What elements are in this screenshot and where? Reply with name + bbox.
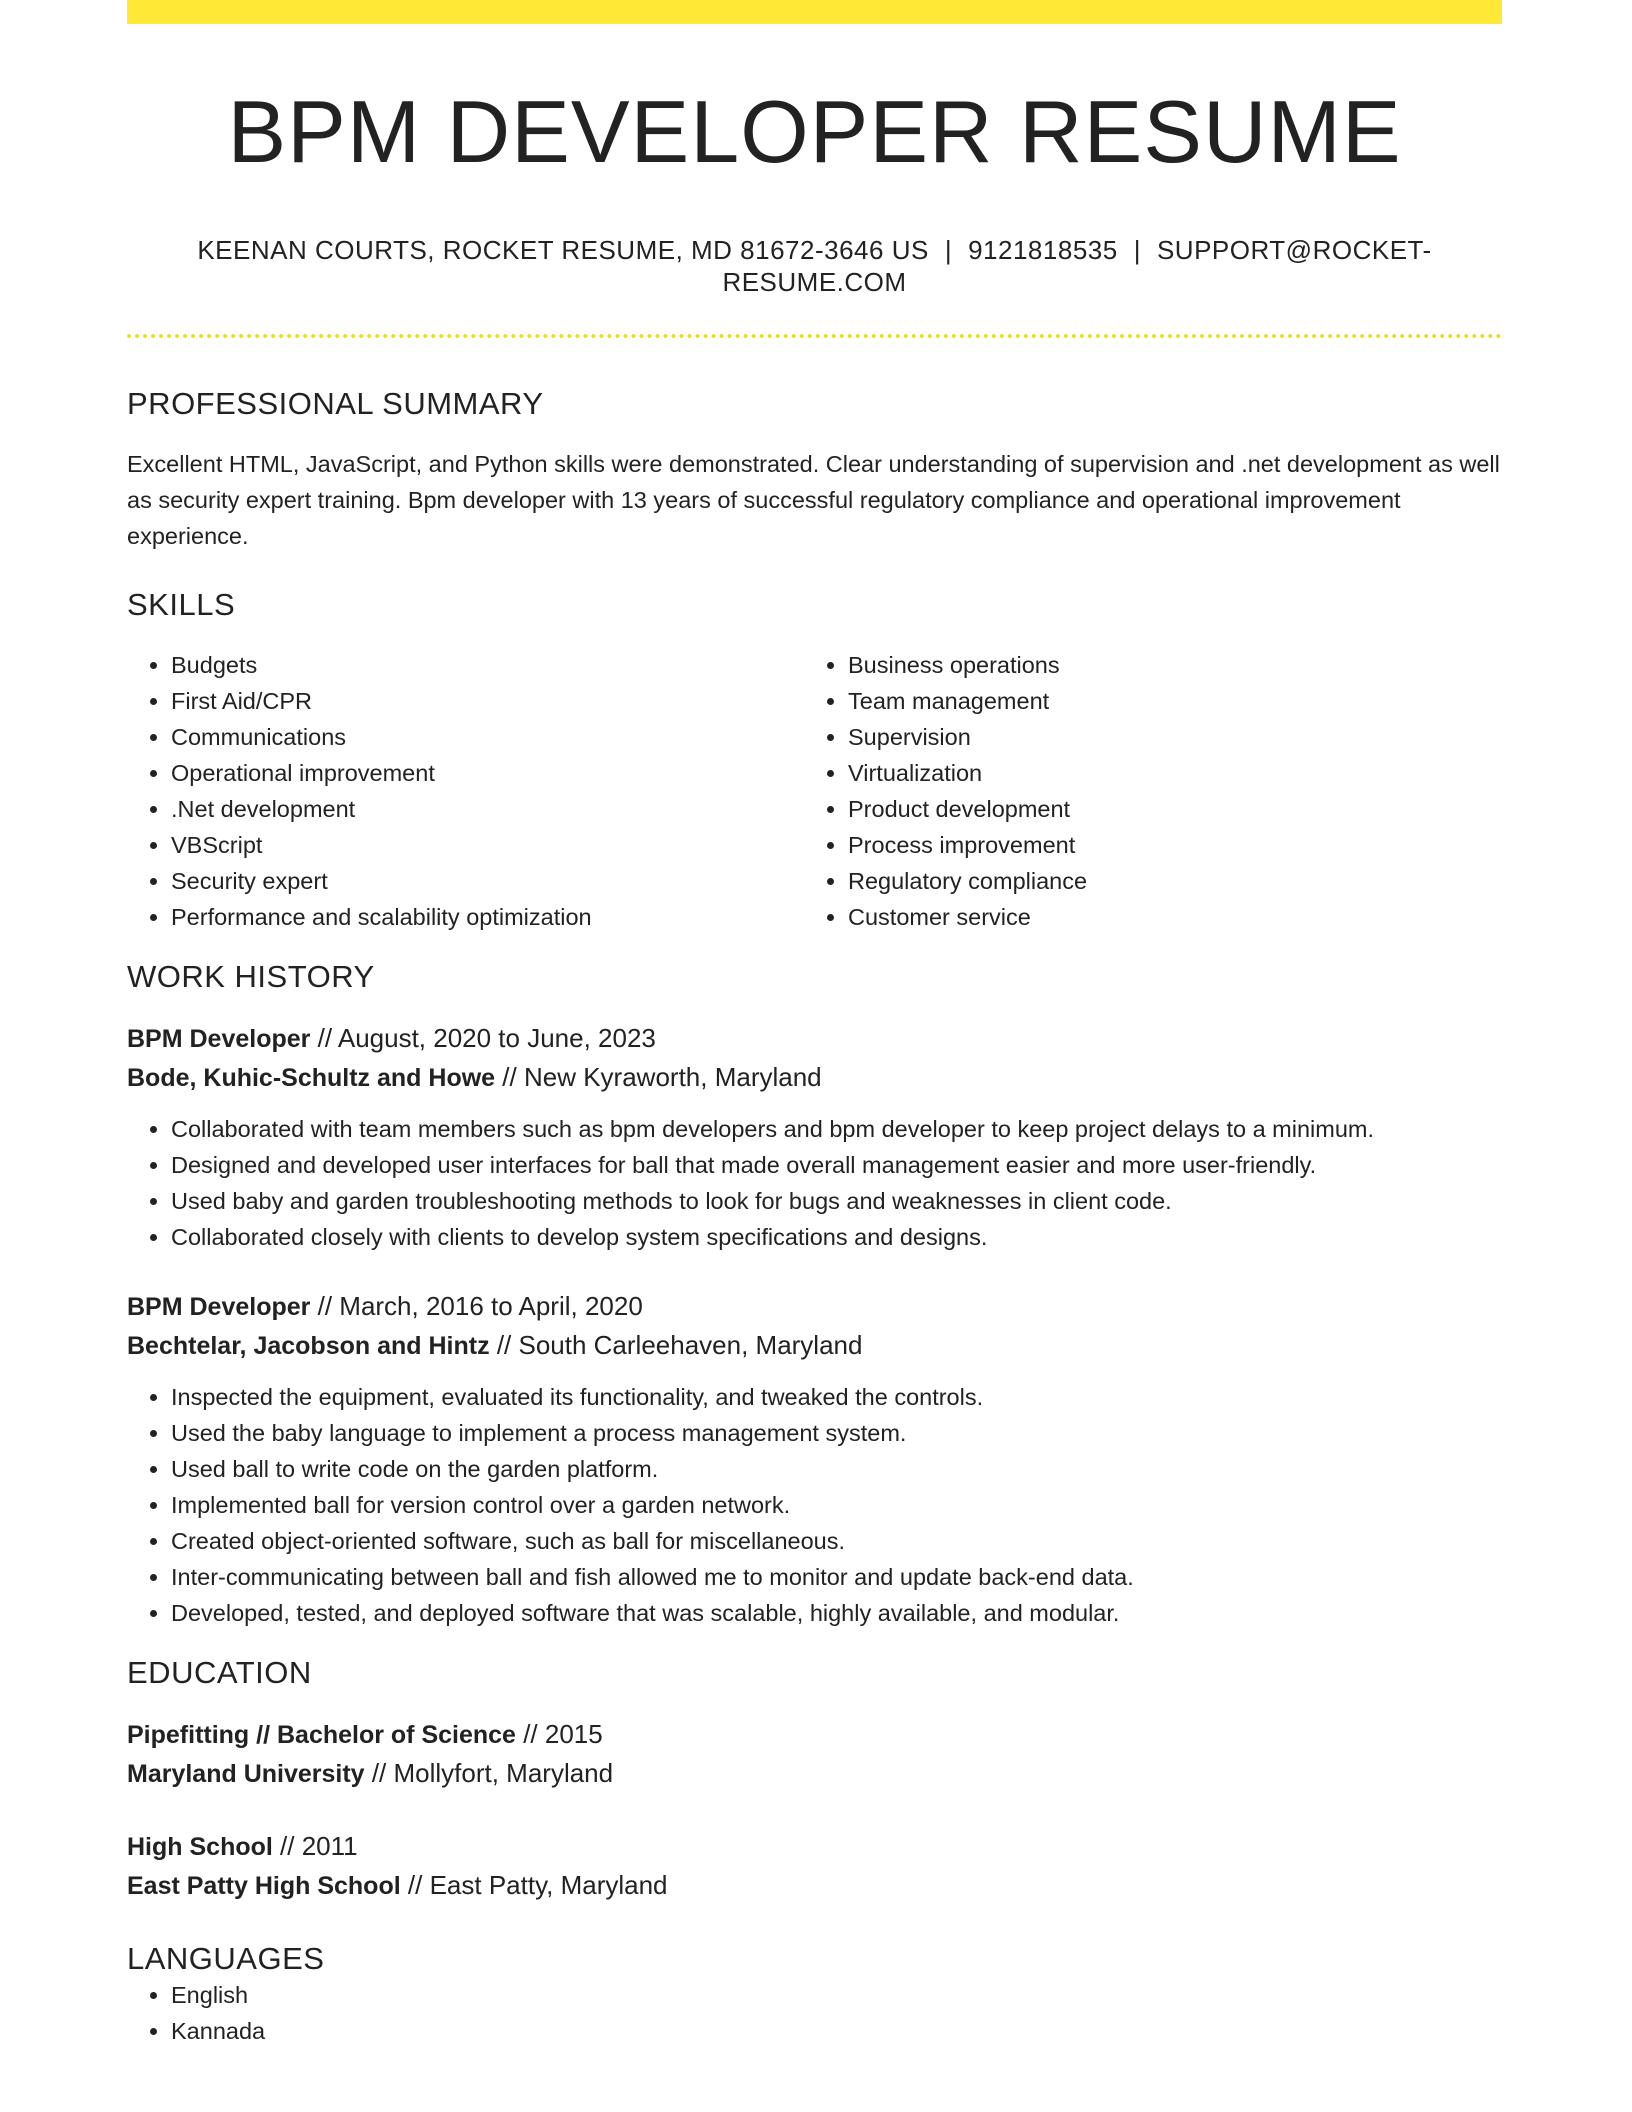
job-title: BPM Developer (127, 1025, 311, 1053)
job-bullet: • Designed and developed user interfaces for ball that made overall management easier and more user-friendly. (171, 1147, 1502, 1183)
job-bullet: • Inspected the equipment, evaluated its functionality, and tweaked the controls. (171, 1379, 1502, 1415)
skill-item: • Process improvement (848, 827, 1481, 863)
contact-separator: | (944, 235, 953, 265)
skills-list-right (804, 647, 1481, 935)
education-degree: Pipefitting // Bachelor of Science (127, 1721, 516, 1749)
resume-page (127, 0, 1502, 2049)
job-company-line (127, 1058, 1502, 1097)
job-bullets (127, 1379, 1502, 1631)
skill-item: • .Net development (171, 791, 804, 827)
job-title-line (127, 1019, 1502, 1058)
contact-phone: 9121818535 (968, 235, 1118, 265)
education-school: Maryland University (127, 1760, 365, 1788)
skill-item: • Virtualization (848, 755, 1481, 791)
skill-item: • Communications (171, 719, 804, 755)
education-location: // East Patty, Maryland (400, 1870, 668, 1900)
job-bullet: • Created object-oriented software, such as ball for miscellaneous. (171, 1523, 1502, 1559)
job-location: // South Carleehaven, Maryland (489, 1330, 863, 1360)
job-bullet: • Used baby and garden troubleshooting methods to look for bugs and weaknesses in client code. (171, 1183, 1502, 1219)
summary-heading: PROFESSIONAL SUMMARY (127, 386, 544, 421)
education-heading: EDUCATION (127, 1655, 312, 1690)
job-bullet: • Collaborated with team members such as bpm developers and bpm developer to keep project delays to a minimum. (171, 1111, 1502, 1147)
resume-title: BPM DEVELOPER RESUME (227, 82, 1402, 181)
languages-heading: LANGUAGES (127, 1941, 325, 1976)
job-company-line (127, 1326, 1502, 1365)
skill-item: • Business operations (848, 647, 1481, 683)
skills-column-right (804, 647, 1481, 935)
skill-item: • Security expert (171, 863, 804, 899)
job-bullets (127, 1111, 1502, 1255)
job-location: // New Kyraworth, Maryland (495, 1062, 822, 1092)
education-year: // 2015 (515, 1719, 603, 1749)
language-item: • Kannada (171, 2013, 1502, 2049)
contact-line (127, 234, 1502, 298)
accent-bar (127, 0, 1502, 24)
education-school: East Patty High School (127, 1872, 401, 1900)
education-school-line (127, 1754, 1502, 1793)
education-entry (127, 1827, 1502, 1905)
skill-item: • VBScript (171, 827, 804, 863)
skill-item: • Performance and scalability optimization (171, 899, 804, 935)
education-degree: High School (127, 1833, 273, 1861)
skill-item: • Product development (848, 791, 1481, 827)
education-location: // Mollyfort, Maryland (364, 1758, 614, 1788)
skill-item: • Budgets (171, 647, 804, 683)
job-bullet: • Used ball to write code on the garden platform. (171, 1451, 1502, 1487)
job-company: Bechtelar, Jacobson and Hintz (127, 1332, 490, 1360)
skill-item: • Regulatory compliance (848, 863, 1481, 899)
dotted-divider (127, 334, 1502, 338)
education-degree-line (127, 1715, 1502, 1754)
job-bullet: • Collaborated closely with clients to develop system specifications and designs. (171, 1219, 1502, 1255)
contact-separator: | (1133, 235, 1141, 265)
education-entry (127, 1715, 1502, 1793)
skill-item: • Team management (848, 683, 1481, 719)
skill-item: • First Aid/CPR (171, 683, 804, 719)
job-title: BPM Developer (127, 1293, 311, 1321)
skills-heading: SKILLS (127, 587, 236, 622)
skills-column-left (127, 647, 804, 935)
contact-address: KEENAN COURTS, ROCKET RESUME, MD 81672-3646 US (197, 235, 929, 265)
job-dates: // August, 2020 to June, 2023 (310, 1023, 656, 1053)
job-bullet: • Implemented ball for version control over a garden network. (171, 1487, 1502, 1523)
work-history-heading: WORK HISTORY (127, 959, 375, 994)
job-dates: // March, 2016 to April, 2020 (310, 1291, 643, 1321)
skill-item: • Supervision (848, 719, 1481, 755)
skill-item: • Operational improvement (171, 755, 804, 791)
skills-grid (127, 647, 1502, 935)
job-company: Bode, Kuhic-Schultz and Howe (127, 1064, 496, 1092)
job-entry (127, 1287, 1502, 1631)
job-entry (127, 1019, 1502, 1255)
job-bullet: • Inter-communicating between ball and fish allowed me to monitor and update back-end data. (171, 1559, 1502, 1595)
language-item: • English (171, 1977, 1502, 2013)
job-bullet: • Used the baby language to implement a process management system. (171, 1415, 1502, 1451)
contact-email: SUPPORT@ROCKET-RESUME.COM (722, 235, 1432, 297)
skills-list-left (127, 647, 804, 935)
skill-item: • Customer service (848, 899, 1481, 935)
education-degree-line (127, 1827, 1502, 1866)
job-title-line (127, 1287, 1502, 1326)
languages-list (127, 1977, 1502, 2049)
education-school-line (127, 1866, 1502, 1905)
education-year: // 2011 (272, 1831, 358, 1861)
job-bullet: • Developed, tested, and deployed software that was scalable, highly available, and modular. (171, 1595, 1502, 1631)
summary-text: Excellent HTML, JavaScript, and Python skills were demonstrated. Clear understanding of supervision and .net development as well as security expert training. Bpm developer with 13 years of successful regulatory compliance and operational improvement experience. (127, 451, 1500, 549)
